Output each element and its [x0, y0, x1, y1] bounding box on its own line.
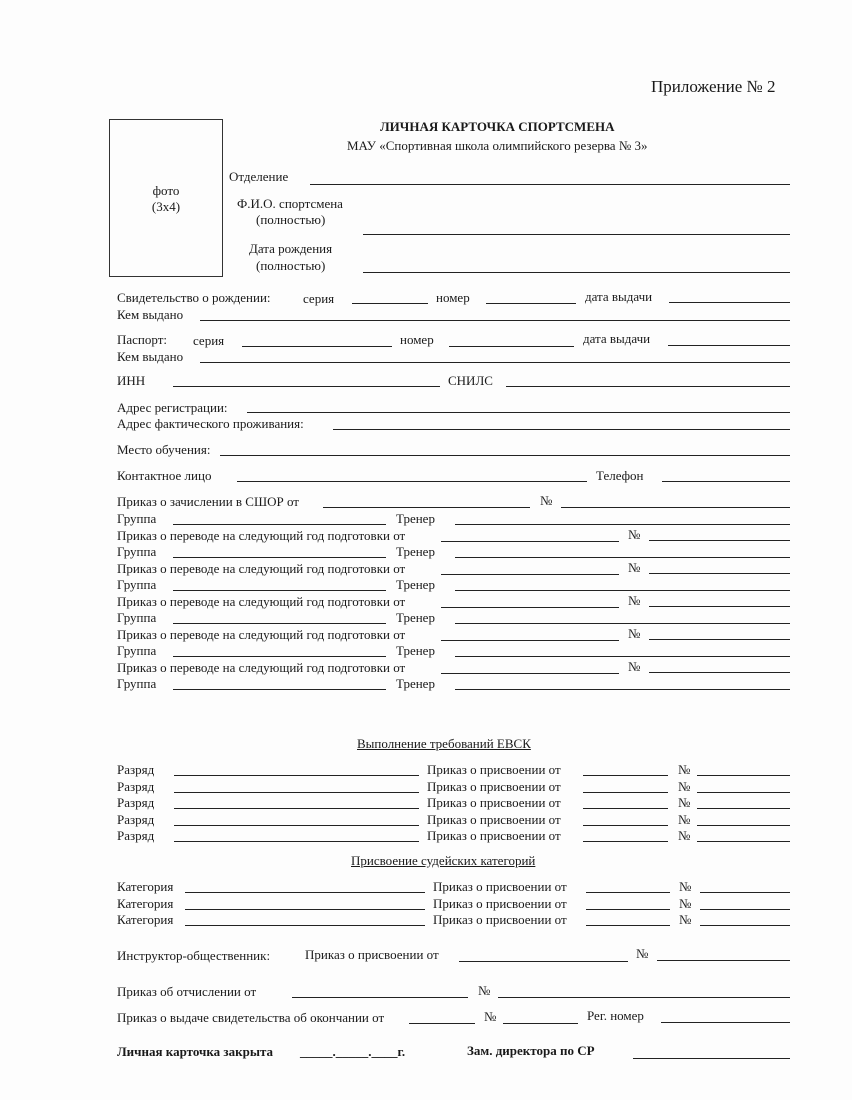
phone-label: Телефон [596, 468, 644, 483]
transfer-number-field[interactable] [649, 540, 790, 541]
evsk-order-label: Приказ о присвоении от [427, 811, 561, 827]
actual-address-field[interactable] [333, 429, 790, 430]
contact-person-label: Контактное лицо [117, 468, 212, 483]
judge-order-label: Приказ о присвоении от [433, 895, 567, 911]
passport-date-field[interactable] [668, 345, 790, 346]
passport-label: Паспорт: [117, 332, 168, 347]
snils-field[interactable] [506, 386, 790, 387]
judge-category-field[interactable] [185, 925, 425, 926]
evsk-order-label: Приказ о присвоении от [427, 828, 561, 843]
transfer-number-field[interactable] [649, 672, 790, 673]
transfer-order-label: Приказ о переводе на следующий год подготовки от [117, 594, 406, 609]
evsk-number-field[interactable] [697, 792, 790, 793]
evsk-number-label: № [678, 778, 691, 794]
evsk-rank-label: Разряд [117, 762, 155, 777]
evsk-date-field[interactable] [583, 808, 668, 809]
evsk-rank-label: Разряд [117, 795, 155, 810]
passport-series-field[interactable] [242, 346, 392, 347]
evsk-number-field[interactable] [697, 841, 790, 842]
transfer-number-label: № [628, 560, 641, 575]
instructor-number-field[interactable] [657, 960, 790, 961]
transfer-group-field[interactable] [173, 557, 386, 558]
transfer-coach-label: Тренер [396, 676, 435, 691]
passport-issued-by-field[interactable] [200, 362, 790, 363]
enrollment-number-field[interactable] [561, 507, 790, 508]
evsk-rank-field[interactable] [174, 808, 419, 809]
transfer-group-field[interactable] [173, 689, 386, 690]
evsk-order-label: Приказ о присвоении от [427, 778, 561, 794]
evsk-rank-label: Разряд [117, 828, 155, 843]
evsk-date-field[interactable] [583, 775, 668, 776]
actual-address-label: Адрес фактического проживания: [117, 416, 304, 431]
evsk-date-field[interactable] [583, 792, 668, 793]
passport-date-label: дата выдачи [583, 331, 651, 346]
judge-number-label: № [679, 879, 692, 894]
reg-address-label: Адрес регистрации: [117, 400, 228, 415]
expulsion-number-field[interactable] [498, 997, 790, 998]
fio-field[interactable] [363, 234, 790, 235]
judge-date-field[interactable] [586, 925, 670, 926]
transfer-date-field[interactable] [441, 574, 619, 575]
transfer-order-label: Приказ о переводе на следующий год подготовки от [117, 660, 406, 675]
evsk-number-field[interactable] [697, 775, 790, 776]
transfer-group-field[interactable] [173, 623, 386, 624]
birth-cert-issued-by-label: Кем выдано [117, 307, 184, 322]
transfer-group-field[interactable] [173, 656, 386, 657]
expulsion-date-field[interactable] [292, 997, 468, 998]
transfer-order-label: Приказ о переводе на следующий год подготовки от [117, 561, 406, 576]
birth-cert-issued-by-field[interactable] [200, 320, 790, 321]
evsk-number-field[interactable] [697, 825, 790, 826]
snils-label: СНИЛС [448, 373, 493, 388]
inn-field[interactable] [173, 386, 440, 387]
judge-heading: Присвоение судейских категорий [351, 853, 536, 868]
certificate-number-field[interactable] [503, 1023, 578, 1024]
birth-cert-date-label: дата выдачи [585, 289, 653, 304]
transfer-number-field[interactable] [649, 573, 790, 574]
transfer-order-label: Приказ о переводе на следующий год подготовки от [117, 528, 406, 543]
photo-box[interactable] [109, 119, 223, 277]
transfer-coach-label: Тренер [396, 577, 435, 592]
card-closed-label: Личная карточка закрыта [117, 1044, 274, 1059]
evsk-rank-field[interactable] [174, 792, 419, 793]
deputy-signature-field[interactable] [633, 1058, 790, 1059]
transfer-number-label: № [628, 626, 641, 641]
evsk-date-field[interactable] [583, 841, 668, 842]
page-title: ЛИЧНАЯ КАРТОЧКА СПОРТСМЕНА [380, 119, 615, 134]
expulsion-number-label: № [478, 983, 491, 998]
phone-field[interactable] [662, 481, 790, 482]
transfer-coach-label: Тренер [396, 610, 435, 625]
card-closed-date-mask[interactable]: _____._____.____г. [300, 1044, 406, 1059]
evsk-date-field[interactable] [583, 825, 668, 826]
evsk-number-field[interactable] [697, 808, 790, 809]
enrollment-order-label: Приказ о зачислении в СШОР от [117, 494, 299, 509]
inn-label: ИНН [117, 373, 146, 388]
certificate-number-label: № [484, 1009, 497, 1024]
evsk-number-label: № [678, 762, 691, 777]
enrollment-coach-field[interactable] [455, 524, 790, 525]
birth-cert-series-field[interactable] [352, 303, 428, 304]
birth-cert-date-field[interactable] [669, 302, 790, 303]
transfer-group-label: Группа [117, 577, 157, 592]
transfer-date-field[interactable] [441, 640, 619, 641]
birth-cert-series-label: серия [303, 291, 335, 306]
evsk-number-label: № [678, 828, 691, 843]
judge-date-field[interactable] [586, 909, 670, 910]
instructor-date-field[interactable] [459, 961, 628, 962]
deputy-director-label: Зам. директора по СР [467, 1043, 595, 1058]
judge-date-field[interactable] [586, 892, 670, 893]
enrollment-group-field[interactable] [173, 524, 386, 525]
transfer-coach-field[interactable] [455, 557, 790, 558]
instructor-label: Инструктор-общественник: [117, 948, 271, 963]
transfer-group-label: Группа [117, 544, 157, 559]
instructor-number-label: № [636, 946, 649, 961]
birth-cert-label: Свидетельство о рождении: [117, 290, 271, 305]
contact-person-field[interactable] [237, 481, 587, 482]
transfer-group-label: Группа [117, 610, 157, 625]
expulsion-label: Приказ об отчислении от [117, 984, 257, 999]
photo-label: фото [152, 183, 180, 198]
evsk-rank-label: Разряд [117, 811, 155, 827]
transfer-number-label: № [628, 593, 641, 608]
transfer-number-label: № [628, 527, 641, 542]
appendix-label: Приложение № 2 [651, 77, 776, 96]
judge-category-label: Категория [117, 895, 174, 911]
transfer-coach-field[interactable] [455, 656, 790, 657]
transfer-number-field[interactable] [649, 639, 790, 640]
evsk-order-label: Приказ о присвоении от [427, 795, 561, 810]
transfer-coach-field[interactable] [455, 590, 790, 591]
page-subtitle: МАУ «Спортивная школа олимпийского резерва № 3» [347, 138, 648, 153]
judge-category-label: Категория [117, 879, 174, 894]
fio-hint: (полностью) [256, 212, 326, 227]
dob-hint: (полностью) [256, 258, 326, 273]
judge-number-field[interactable] [700, 909, 790, 910]
evsk-order-label: Приказ о присвоении от [427, 762, 561, 777]
certificate-reg-label: Рег. номер [587, 1008, 644, 1023]
photo-size-label: (3х4) [151, 199, 181, 214]
passport-number-label: номер [400, 332, 434, 347]
judge-number-field[interactable] [700, 925, 790, 926]
judge-order-label: Приказ о присвоении от [433, 879, 567, 894]
judge-category-field[interactable] [185, 892, 425, 893]
passport-series-label: серия [193, 333, 225, 348]
evsk-number-label: № [678, 795, 691, 810]
transfer-group-label: Группа [117, 643, 157, 658]
fio-label: Ф.И.О. спортсмена [237, 196, 343, 211]
transfer-coach-field[interactable] [455, 689, 790, 690]
judge-order-label: Приказ о присвоении от [433, 912, 567, 927]
transfer-group-field[interactable] [173, 590, 386, 591]
transfer-coach-label: Тренер [396, 544, 435, 559]
transfer-number-field[interactable] [649, 606, 790, 607]
department-field[interactable] [310, 184, 790, 185]
department-label: Отделение [229, 169, 289, 184]
judge-number-label: № [679, 895, 692, 911]
transfer-number-label: № [628, 659, 641, 674]
enrollment-group-label: Группа [117, 511, 157, 526]
evsk-rank-label: Разряд [117, 778, 155, 794]
study-place-field[interactable] [220, 455, 790, 456]
certificate-reg-field[interactable] [661, 1022, 790, 1023]
transfer-order-label: Приказ о переводе на следующий год подготовки от [117, 627, 406, 642]
transfer-coach-field[interactable] [455, 623, 790, 624]
evsk-rank-field[interactable] [174, 825, 419, 826]
passport-number-field[interactable] [449, 346, 574, 347]
transfer-date-field[interactable] [441, 607, 619, 608]
certificate-label: Приказ о выдаче свидетельства об окончании от [117, 1010, 385, 1025]
transfer-group-label: Группа [117, 676, 157, 691]
dob-label: Дата рождения [249, 241, 333, 256]
passport-issued-by-label: Кем выдано [117, 349, 184, 364]
birth-cert-number-field[interactable] [486, 303, 576, 304]
transfer-date-field[interactable] [441, 541, 619, 542]
reg-address-field[interactable] [247, 412, 790, 413]
judge-category-label: Категория [117, 912, 174, 927]
evsk-heading: Выполнение требований ЕВСК [357, 736, 531, 751]
certificate-date-field[interactable] [409, 1023, 475, 1024]
study-place-label: Место обучения: [117, 442, 211, 457]
enrollment-number-label: № [540, 493, 553, 508]
enrollment-date-field[interactable] [323, 507, 530, 508]
dob-field[interactable] [363, 272, 790, 273]
birth-cert-number-label: номер [436, 290, 470, 305]
judge-category-field[interactable] [185, 909, 425, 910]
instructor-order-label: Приказ о присвоении от [305, 947, 439, 962]
evsk-number-label: № [678, 811, 691, 827]
evsk-rank-field[interactable] [174, 841, 419, 842]
transfer-date-field[interactable] [441, 673, 619, 674]
transfer-coach-label: Тренер [396, 643, 435, 658]
enrollment-coach-label: Тренер [396, 511, 435, 526]
judge-number-label: № [679, 912, 692, 927]
evsk-rank-field[interactable] [174, 775, 419, 776]
judge-number-field[interactable] [700, 892, 790, 893]
